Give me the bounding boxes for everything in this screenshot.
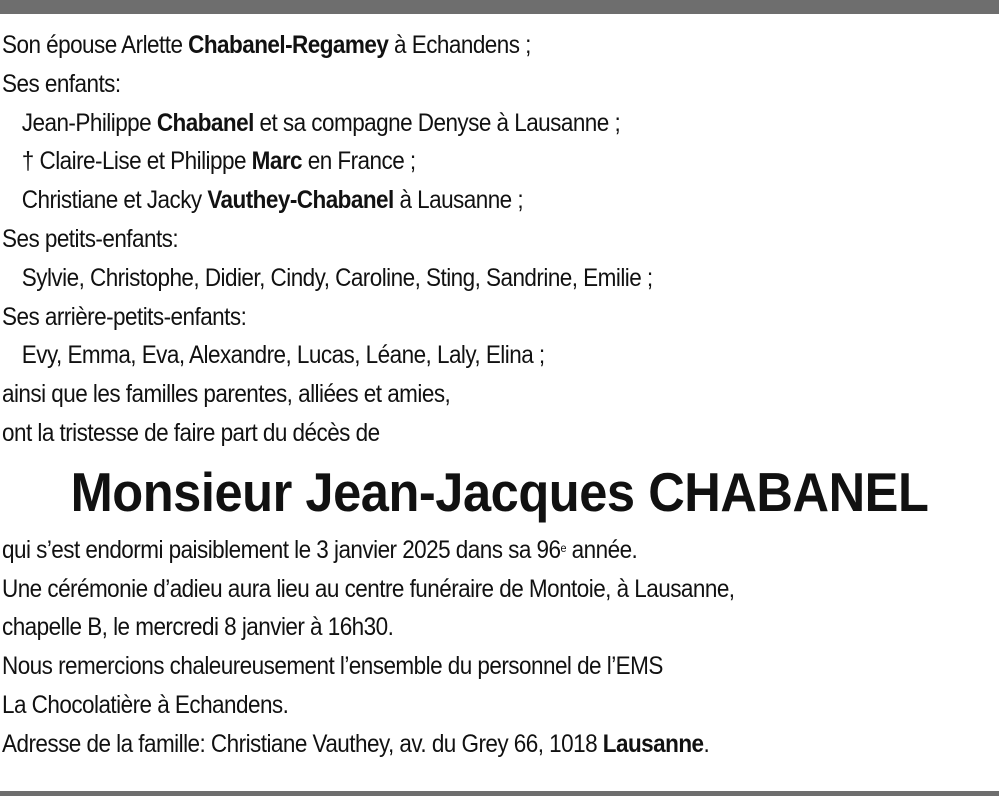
child-line: Christiane et Jacky Vauthey-Chabanel à Lausanne ;: [21, 186, 524, 215]
great-grandchildren-heading: Ses arrière-petits-enfants:: [2, 302, 247, 331]
relatives-line: ainsi que les familles parentes, alliées et amies,: [2, 380, 451, 409]
grandchildren-heading: Ses petits-enfants:: [2, 224, 179, 253]
thanks-line: Nous remercions chaleureusement l’ensemble du personnel de l’EMS: [2, 652, 663, 681]
child-line: † Claire-Lise et Philippe Marc en France ;: [21, 147, 416, 176]
deceased-name: Monsieur Jean-Jacques CHABANEL: [70, 460, 929, 523]
ceremony-line: chapelle B, le mercredi 8 janvier à 16h30.: [2, 613, 394, 642]
children-heading: Ses enfants:: [2, 69, 121, 98]
grandchildren-list: Sylvie, Christophe, Didier, Cindy, Caroline, Sting, Sandrine, Emilie ;: [21, 263, 653, 292]
announcement-line: ont la tristesse de faire part du décès de: [2, 418, 380, 447]
bottom-rule: [0, 791, 999, 796]
address-city: Lausanne: [602, 729, 704, 758]
ceremony-line: Une cérémonie d’adieu aura lieu au centre funéraire de Montoie, à Lausanne,: [2, 574, 735, 603]
spouse-line: Son épouse Arlette Chabanel-Regamey à Echandens ;: [2, 31, 531, 59]
top-rule: [0, 0, 999, 14]
great-grandchildren-list: Evy, Emma, Eva, Alexandre, Lucas, Léane, Laly, Elina ;: [21, 341, 545, 370]
death-date-line: qui s’est endormi paisiblement le 3 janvier 2025 dans sa 96e année.: [2, 535, 638, 564]
family-address-line: Adresse de la famille: Christiane Vauthey, av. du Grey 66, 1018 Lausanne.: [2, 729, 710, 758]
death-notice: [2, 26, 997, 764]
child-line: Jean-Philippe Chabanel et sa compagne Denyse à Lausanne ;: [21, 108, 621, 137]
spouse-name: Chabanel-Regamey: [188, 31, 389, 59]
thanks-line: La Chocolatière à Echandens.: [2, 690, 289, 719]
